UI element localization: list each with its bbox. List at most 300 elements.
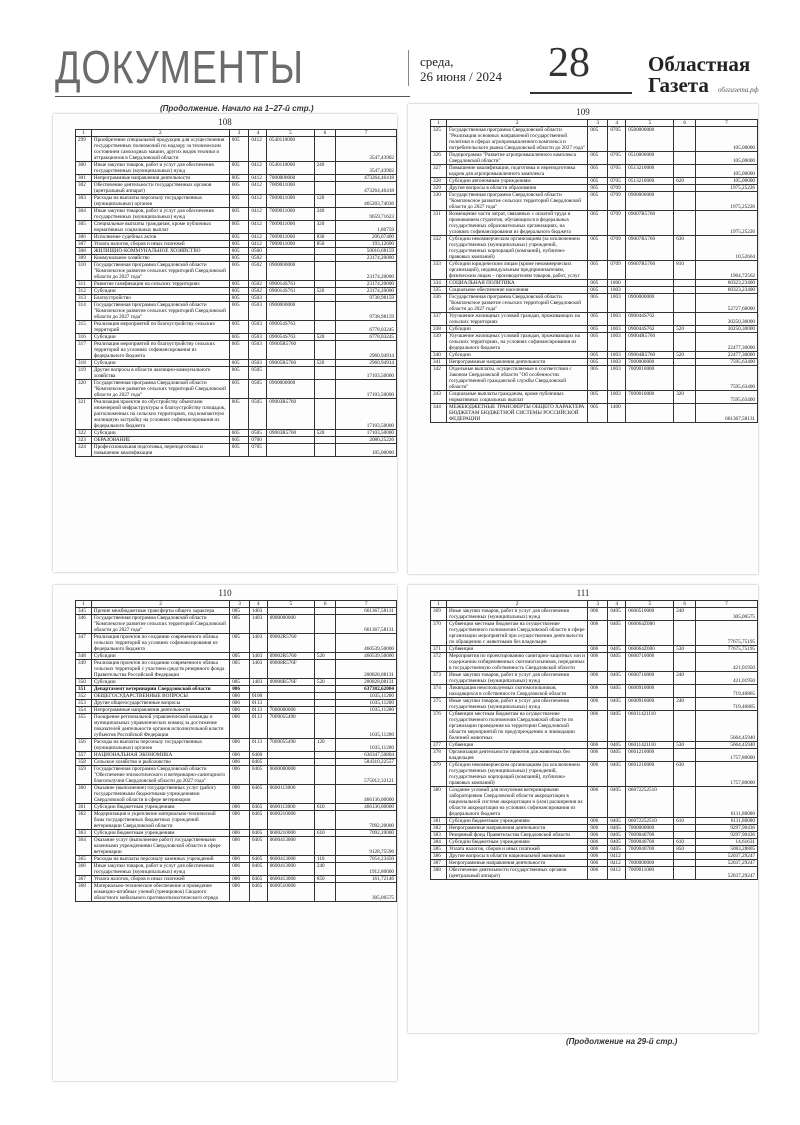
code-cell: 0405: [608, 672, 626, 685]
code-cell: 0502: [249, 281, 267, 288]
code-cell: 005: [229, 302, 249, 321]
amount-cell: 1035,11200: [336, 693, 397, 700]
description-cell: ОБЩЕГОСУДАРСТВЕННЫЕ ВОПРОСЫ: [91, 693, 229, 700]
amount-cell: 1975,25226: [696, 211, 758, 236]
page-number: 28: [548, 40, 590, 86]
code-cell: 005: [230, 653, 250, 660]
amount-cell: 193,12600: [336, 241, 397, 248]
table-row: [76, 399, 397, 430]
code-cell: 1003: [608, 287, 626, 294]
code-cell: 005: [229, 262, 249, 281]
code-cell: 005: [229, 437, 249, 444]
code-cell: [314, 281, 336, 288]
code-cell: 006: [588, 867, 608, 880]
table-row: [76, 856, 397, 863]
code-cell: 381: [431, 818, 447, 825]
description-cell: Ликвидация неиспользуемых скотомогильников, находящихся в собственности Свердловской области: [446, 685, 587, 698]
code-cell: 005: [229, 248, 249, 255]
code-cell: 0540110000: [267, 162, 314, 175]
sheet-number: 109: [576, 107, 590, 117]
table-row: [76, 221, 397, 234]
code-cell: [267, 700, 314, 707]
amount-cell: 52037,29247: [696, 860, 758, 867]
code-cell: 0405: [608, 711, 626, 742]
table-row: [76, 804, 397, 811]
description-cell: Уплата налогов, сборов и иных платежей: [446, 846, 587, 853]
column-header: 2: [446, 120, 587, 127]
amount-cell: 460539,50000: [336, 653, 397, 660]
table-header-row: [431, 601, 758, 608]
code-cell: 530: [674, 742, 696, 749]
code-cell: 006: [588, 672, 608, 685]
code-cell: 610: [674, 818, 696, 825]
code-cell: 7009011000: [267, 208, 314, 221]
code-cell: [674, 359, 696, 366]
code-cell: 0412: [249, 208, 267, 221]
description-cell: Организация деятельности приютов для животных без владельцев: [446, 749, 587, 762]
code-cell: 0600413000: [267, 856, 314, 863]
code-cell: 358: [76, 759, 92, 766]
table-row: [431, 846, 758, 853]
code-cell: [674, 867, 696, 880]
code-cell: 0600910000: [626, 698, 674, 711]
code-cell: 339: [431, 333, 447, 352]
code-cell: 319: [76, 367, 92, 380]
code-cell: 0405: [608, 839, 626, 846]
code-cell: 0601210000: [626, 762, 674, 787]
code-cell: 0600413000: [267, 876, 314, 883]
amount-cell: 466136,00000: [336, 785, 397, 804]
code-cell: 349: [76, 660, 92, 679]
code-cell: 0412: [608, 867, 626, 880]
code-cell: 0502: [249, 288, 267, 295]
code-cell: 7009010000: [626, 366, 674, 391]
code-cell: 0400: [249, 752, 267, 759]
description-cell: Субсидии бюджетным учреждениям: [91, 830, 229, 837]
table-row: [76, 208, 397, 221]
code-cell: 347: [76, 634, 92, 653]
table-row: [431, 211, 758, 236]
amount-cell: 466136,00000: [336, 804, 397, 811]
table-row: [76, 444, 397, 457]
description-cell: Реализация проектов по созданию современного облика сельских территорий на условиях софинансирования из федерального бюджета: [91, 634, 229, 653]
code-cell: 345: [76, 608, 92, 615]
amount-cell: 22477,30000: [696, 352, 758, 359]
code-cell: 0705: [608, 165, 626, 178]
code-cell: 0405: [249, 830, 267, 837]
table-row: [76, 248, 397, 255]
code-cell: 1003: [608, 294, 626, 313]
description-cell: Субсидии автономным учреждениям: [446, 178, 587, 185]
table-row: [431, 685, 758, 698]
description-cell: Реализация проектов по созданию современного облика сельских территорий с участием средств резервного фонда Правительства Российской Федерации: [91, 660, 229, 679]
table-row: [76, 759, 397, 766]
table-row: [76, 195, 397, 208]
table-row: [76, 367, 397, 380]
column-header: 5: [626, 120, 674, 127]
code-cell: 7009040700: [626, 839, 674, 846]
code-cell: 0412: [249, 162, 267, 175]
description-cell: Поощрение региональной управленческой команды и муниципальных управленческих команд за достижение показателей деятельности органов исполнительной власти субъектов Российской Федерации: [91, 714, 229, 739]
code-cell: 0412: [249, 137, 267, 162]
code-cell: 334: [431, 280, 447, 287]
code-cell: 240: [674, 608, 696, 621]
code-cell: 0113: [249, 714, 267, 739]
amount-cell: 2960,94914: [336, 341, 397, 360]
description-cell: Государственная программа Свердловской области "Комплексное развитие сельских территорий Свердловской области до 2027 года": [91, 380, 229, 399]
code-cell: 0505: [249, 399, 267, 430]
code-cell: 352: [76, 693, 92, 700]
column-header: 7: [696, 120, 758, 127]
code-cell: 1003: [608, 313, 626, 326]
code-cell: [314, 302, 336, 321]
code-cell: 0113: [249, 700, 267, 707]
code-cell: 357: [76, 752, 92, 759]
description-cell: Непрограммные направления деятельности: [446, 359, 587, 366]
description-cell: ЖИЛИЩНО-КОММУНАЛЬНОЕ ХОЗЯЙСТВО: [91, 248, 229, 255]
code-cell: [674, 185, 696, 192]
amount-cell: 105,00000: [336, 444, 397, 457]
code-cell: 005: [229, 175, 249, 182]
table-row: [76, 281, 397, 288]
code-cell: 327: [431, 165, 447, 178]
budget-table-grid: [430, 600, 758, 880]
description-cell: Создание условий для получения ветеринарными лабораториями Свердловской области аккредитации в национальной системе аккредитации и (или) расширения их области аккредитации на условиях софинансирования из федерального бюджета: [446, 787, 587, 818]
column-header: 4: [608, 120, 626, 127]
amount-cell: 77675,75195: [696, 621, 758, 646]
code-cell: 1403: [249, 634, 267, 653]
code-cell: 0540110000: [267, 137, 314, 162]
description-cell: Субсидии: [91, 653, 229, 660]
amount-cell: 460539,50000: [336, 634, 397, 653]
code-cell: 005: [229, 399, 249, 430]
code-cell: 005: [229, 380, 249, 399]
budget-table-grid: [430, 119, 758, 423]
code-cell: 303: [76, 195, 92, 208]
description-cell: Специальные выплаты гражданам, кроме публичных нормативных социальных выплат: [91, 221, 229, 234]
amount-cell: 6111,80000: [696, 787, 758, 818]
amount-cell: 421,01950: [696, 653, 758, 672]
amount-cell: 206,07400: [336, 234, 397, 241]
description-cell: Профессиональная подготовка, переподготовка и повышение квалификации: [91, 444, 229, 457]
amount-cell: 7595,63400: [696, 366, 758, 391]
table-row: [76, 700, 397, 707]
code-cell: 1003: [608, 352, 626, 359]
code-cell: 0502: [249, 255, 267, 262]
code-cell: 006: [230, 714, 250, 739]
code-cell: 0405: [249, 766, 267, 785]
code-cell: 350: [76, 679, 92, 686]
table-row: [76, 693, 397, 700]
code-cell: 7009055490: [267, 714, 314, 739]
code-cell: 0600510000: [626, 608, 674, 621]
code-cell: 006: [588, 698, 608, 711]
code-cell: 0405: [249, 883, 267, 902]
code-cell: 0405: [608, 846, 626, 853]
code-cell: 0505: [249, 430, 267, 437]
code-cell: 09007R5760: [626, 261, 674, 280]
code-cell: 0503: [249, 302, 267, 321]
code-cell: 09003R5760: [267, 430, 314, 437]
description-cell: Отдельные выплаты, осуществляемые в соответствии с Законом Свердловской области "Об особенностях государственной гражданской службы Свердловской области": [446, 366, 587, 391]
description-cell: Непрограммные направления деятельности: [91, 175, 229, 182]
table-row: [431, 404, 758, 423]
description-cell: Департамент ветеринарии Свердловской области: [91, 686, 229, 693]
amount-cell: 9297,90436: [696, 825, 758, 832]
table-row: [431, 359, 758, 366]
code-cell: 520: [314, 360, 336, 367]
code-cell: 0503: [249, 295, 267, 302]
code-cell: 0709: [608, 236, 626, 261]
amount-cell: 5664,45940: [696, 742, 758, 749]
amount-cell: 17103,50000: [336, 367, 397, 380]
description-cell: Государственная программа Свердловской области "Комплексное развитие сельских территорий Свердловской области до 2027 года": [91, 302, 229, 321]
amount-cell: 17103,50000: [336, 430, 397, 437]
code-cell: 377: [431, 742, 447, 749]
table-row: [431, 762, 758, 787]
amount-cell: 1975,25226: [696, 192, 758, 211]
code-cell: 0405: [608, 787, 626, 818]
code-cell: 005: [230, 634, 250, 653]
amount-cell: 584310,22557: [336, 759, 397, 766]
table-row: [431, 621, 758, 646]
code-cell: 006: [230, 876, 250, 883]
code-cell: 376: [431, 711, 447, 742]
code-cell: 367: [76, 876, 92, 883]
code-cell: 0709: [608, 192, 626, 211]
description-cell: Оказание услуг (выполнение работ) государственными казенными учреждениями Свердловской области в сфере ветеринарии: [91, 837, 229, 856]
document-sheet-110: [53, 585, 397, 1081]
code-cell: [314, 700, 336, 707]
code-cell: 520: [314, 430, 336, 437]
description-cell: Реализация проектов по обустройству объектами инженерной инфраструктуры и благоустройству площадок, расположенных на сельских территориях, под компактную жилищную застройку на условиях софинансирования из федерального бюджета: [91, 399, 229, 430]
amount-cell: 52727,60000: [696, 294, 758, 313]
site-address: облгазета.рф: [718, 86, 759, 94]
code-cell: 317: [76, 341, 92, 360]
code-cell: 1003: [608, 333, 626, 352]
code-cell: 006: [230, 693, 250, 700]
code-cell: [674, 653, 696, 672]
table-row: [431, 313, 758, 326]
amount-cell: 1035,11200: [336, 714, 397, 739]
amount-cell: 3547,43902: [336, 137, 397, 162]
code-cell: 314: [76, 302, 92, 321]
code-cell: 520: [314, 679, 336, 686]
code-cell: 336: [431, 294, 447, 313]
code-cell: 0500: [249, 248, 267, 255]
description-cell: Оказание (выполнение) государственных услуг (работ) государственными бюджетными учреждениями Свердловской области в сфере ветеринарии: [91, 785, 229, 804]
code-cell: 005: [229, 321, 249, 334]
amount-cell: 1757,80000: [696, 749, 758, 762]
amount-cell: 5664,45940: [696, 711, 758, 742]
code-cell: 0600910000: [626, 685, 674, 698]
code-cell: 355: [76, 714, 92, 739]
code-cell: 520: [674, 326, 696, 333]
code-cell: 006: [230, 856, 250, 863]
code-cell: [674, 711, 696, 742]
column-header: 3: [588, 601, 608, 608]
description-cell: ОБРАЗОВАНИЕ: [91, 437, 229, 444]
column-header: 4: [249, 130, 267, 137]
code-cell: 305: [76, 221, 92, 234]
table-row: [76, 302, 397, 321]
description-cell: Субвенции: [446, 742, 587, 749]
code-cell: 340: [431, 352, 447, 359]
table-row: [431, 867, 758, 880]
code-cell: 005: [588, 165, 608, 178]
code-cell: 006: [588, 646, 608, 653]
description-cell: Непрограммные направления деятельности: [446, 825, 587, 832]
code-cell: 0600210000: [267, 830, 314, 837]
code-cell: 301: [76, 175, 92, 182]
code-cell: 374: [431, 685, 447, 698]
document-sheet-108: [53, 114, 397, 572]
code-cell: [314, 707, 336, 714]
code-cell: 0405: [608, 698, 626, 711]
description-cell: Непрограммные направления деятельности: [446, 860, 587, 867]
code-cell: 240: [314, 208, 336, 221]
table-header-row: [76, 130, 397, 137]
description-cell: Уплата налогов, сборов и иных платежей: [91, 241, 229, 248]
code-cell: 005: [588, 185, 608, 192]
code-cell: 09002R5760: [267, 634, 314, 653]
code-cell: 620: [674, 178, 696, 185]
column-header: 7: [336, 130, 397, 137]
amount-cell: 9738,98159: [336, 295, 397, 302]
code-cell: 0513210000: [626, 165, 674, 178]
code-cell: [674, 152, 696, 165]
code-cell: 7000000000: [267, 175, 314, 182]
code-cell: 005: [229, 162, 249, 175]
code-cell: 320: [76, 380, 92, 399]
code-cell: 630: [674, 762, 696, 787]
code-cell: 0600210000: [267, 811, 314, 830]
description-cell: Другие вопросы в области жилищно-коммунального хозяйства: [91, 367, 229, 380]
code-cell: 368: [76, 883, 92, 902]
amount-cell: 161,72146: [336, 876, 397, 883]
code-cell: 330: [431, 192, 447, 211]
amount-cell: 17103,50000: [336, 399, 397, 430]
code-cell: [314, 367, 336, 380]
table-row: [76, 811, 397, 830]
code-cell: 0900000000: [626, 192, 674, 211]
table-row: [431, 352, 758, 359]
code-cell: 0405: [608, 825, 626, 832]
amount-cell: 6778,03245: [336, 334, 397, 341]
table-row: [76, 863, 397, 876]
code-cell: 006: [230, 739, 250, 752]
column-header: 1: [431, 120, 447, 127]
amount-cell: 2960,94914: [336, 360, 397, 367]
code-cell: 0405: [249, 856, 267, 863]
amount-cell: 465203,74036: [336, 195, 397, 208]
code-cell: [674, 127, 696, 152]
code-cell: [314, 693, 336, 700]
table-row: [431, 839, 758, 846]
code-cell: 005: [229, 234, 249, 241]
amount-cell: 23174,20000: [336, 288, 397, 295]
code-cell: 315: [76, 321, 92, 334]
code-cell: [314, 634, 336, 653]
sheet-number: 111: [576, 588, 590, 598]
code-cell: 7009010000: [626, 391, 674, 404]
code-cell: 240: [314, 863, 336, 876]
code-cell: 378: [431, 749, 447, 762]
description-cell: Иные закупки товаров, работ и услуг для обеспечения государственных (муниципальных) нужд: [446, 608, 587, 621]
description-cell: НАЦИОНАЛЬНАЯ ЭКОНОМИКА: [91, 752, 229, 759]
code-cell: 0405: [608, 749, 626, 762]
table-row: [431, 711, 758, 742]
logo-line-1: Областная: [648, 52, 751, 76]
code-cell: [267, 444, 314, 457]
description-cell: Субсидии: [91, 360, 229, 367]
code-cell: 0412: [249, 221, 267, 234]
amount-cell: 105,00000: [696, 152, 758, 165]
amount-cell: 60323,23400: [696, 280, 758, 287]
table-row: [431, 127, 758, 152]
code-cell: 385: [431, 846, 447, 853]
code-cell: 1403: [249, 615, 267, 634]
code-cell: 360: [76, 785, 92, 804]
code-cell: 520: [314, 288, 336, 295]
code-cell: 320: [314, 221, 336, 234]
description-cell: Субсидии: [91, 430, 229, 437]
description-cell: Социальные выплаты гражданам, кроме публичных нормативных социальных выплат: [446, 391, 587, 404]
amount-cell: 1975,25226: [696, 185, 758, 192]
table-row: [76, 653, 397, 660]
budget-table-grid: [75, 129, 397, 457]
table-row: [431, 236, 758, 261]
amount-cell: 22477,30000: [696, 333, 758, 352]
table-row: [76, 615, 397, 634]
code-cell: 7009011000: [626, 867, 674, 880]
code-cell: 006: [230, 863, 250, 876]
code-cell: 331: [431, 211, 447, 236]
code-cell: 0900000000: [267, 262, 314, 281]
table-row: [431, 853, 758, 860]
page-header: [0, 0, 800, 100]
code-cell: 240: [674, 698, 696, 711]
description-cell: Иные закупки товаров, работ и услуг для обеспечения государственных (муниципальных) нужд: [91, 208, 229, 221]
amount-cell: 3547,43902: [336, 162, 397, 175]
code-cell: 005: [588, 127, 608, 152]
code-cell: 354: [76, 707, 92, 714]
code-cell: 0705: [608, 127, 626, 152]
code-cell: 005: [229, 288, 249, 295]
code-cell: 342: [431, 366, 447, 391]
code-cell: 364: [76, 837, 92, 856]
amount-cell: 30250,30000: [696, 326, 758, 333]
table-row: [431, 261, 758, 280]
table-row: [431, 326, 758, 333]
description-cell: Сельское хозяйство и рыболовство: [91, 759, 229, 766]
amount-cell: 636347,50804: [336, 752, 397, 759]
code-cell: 0709: [608, 185, 626, 192]
table-row: [431, 787, 758, 818]
code-cell: 850: [314, 241, 336, 248]
table-row: [431, 152, 758, 165]
code-cell: 120: [314, 195, 336, 208]
code-cell: [314, 399, 336, 430]
table-row: [431, 672, 758, 685]
code-cell: 0505: [249, 367, 267, 380]
code-cell: 369: [431, 608, 447, 621]
code-cell: [674, 165, 696, 178]
amount-cell: 9738,98159: [336, 302, 397, 321]
document-sheet-111: [408, 585, 758, 1033]
code-cell: 7009011000: [267, 182, 314, 195]
code-cell: 006: [230, 686, 250, 693]
